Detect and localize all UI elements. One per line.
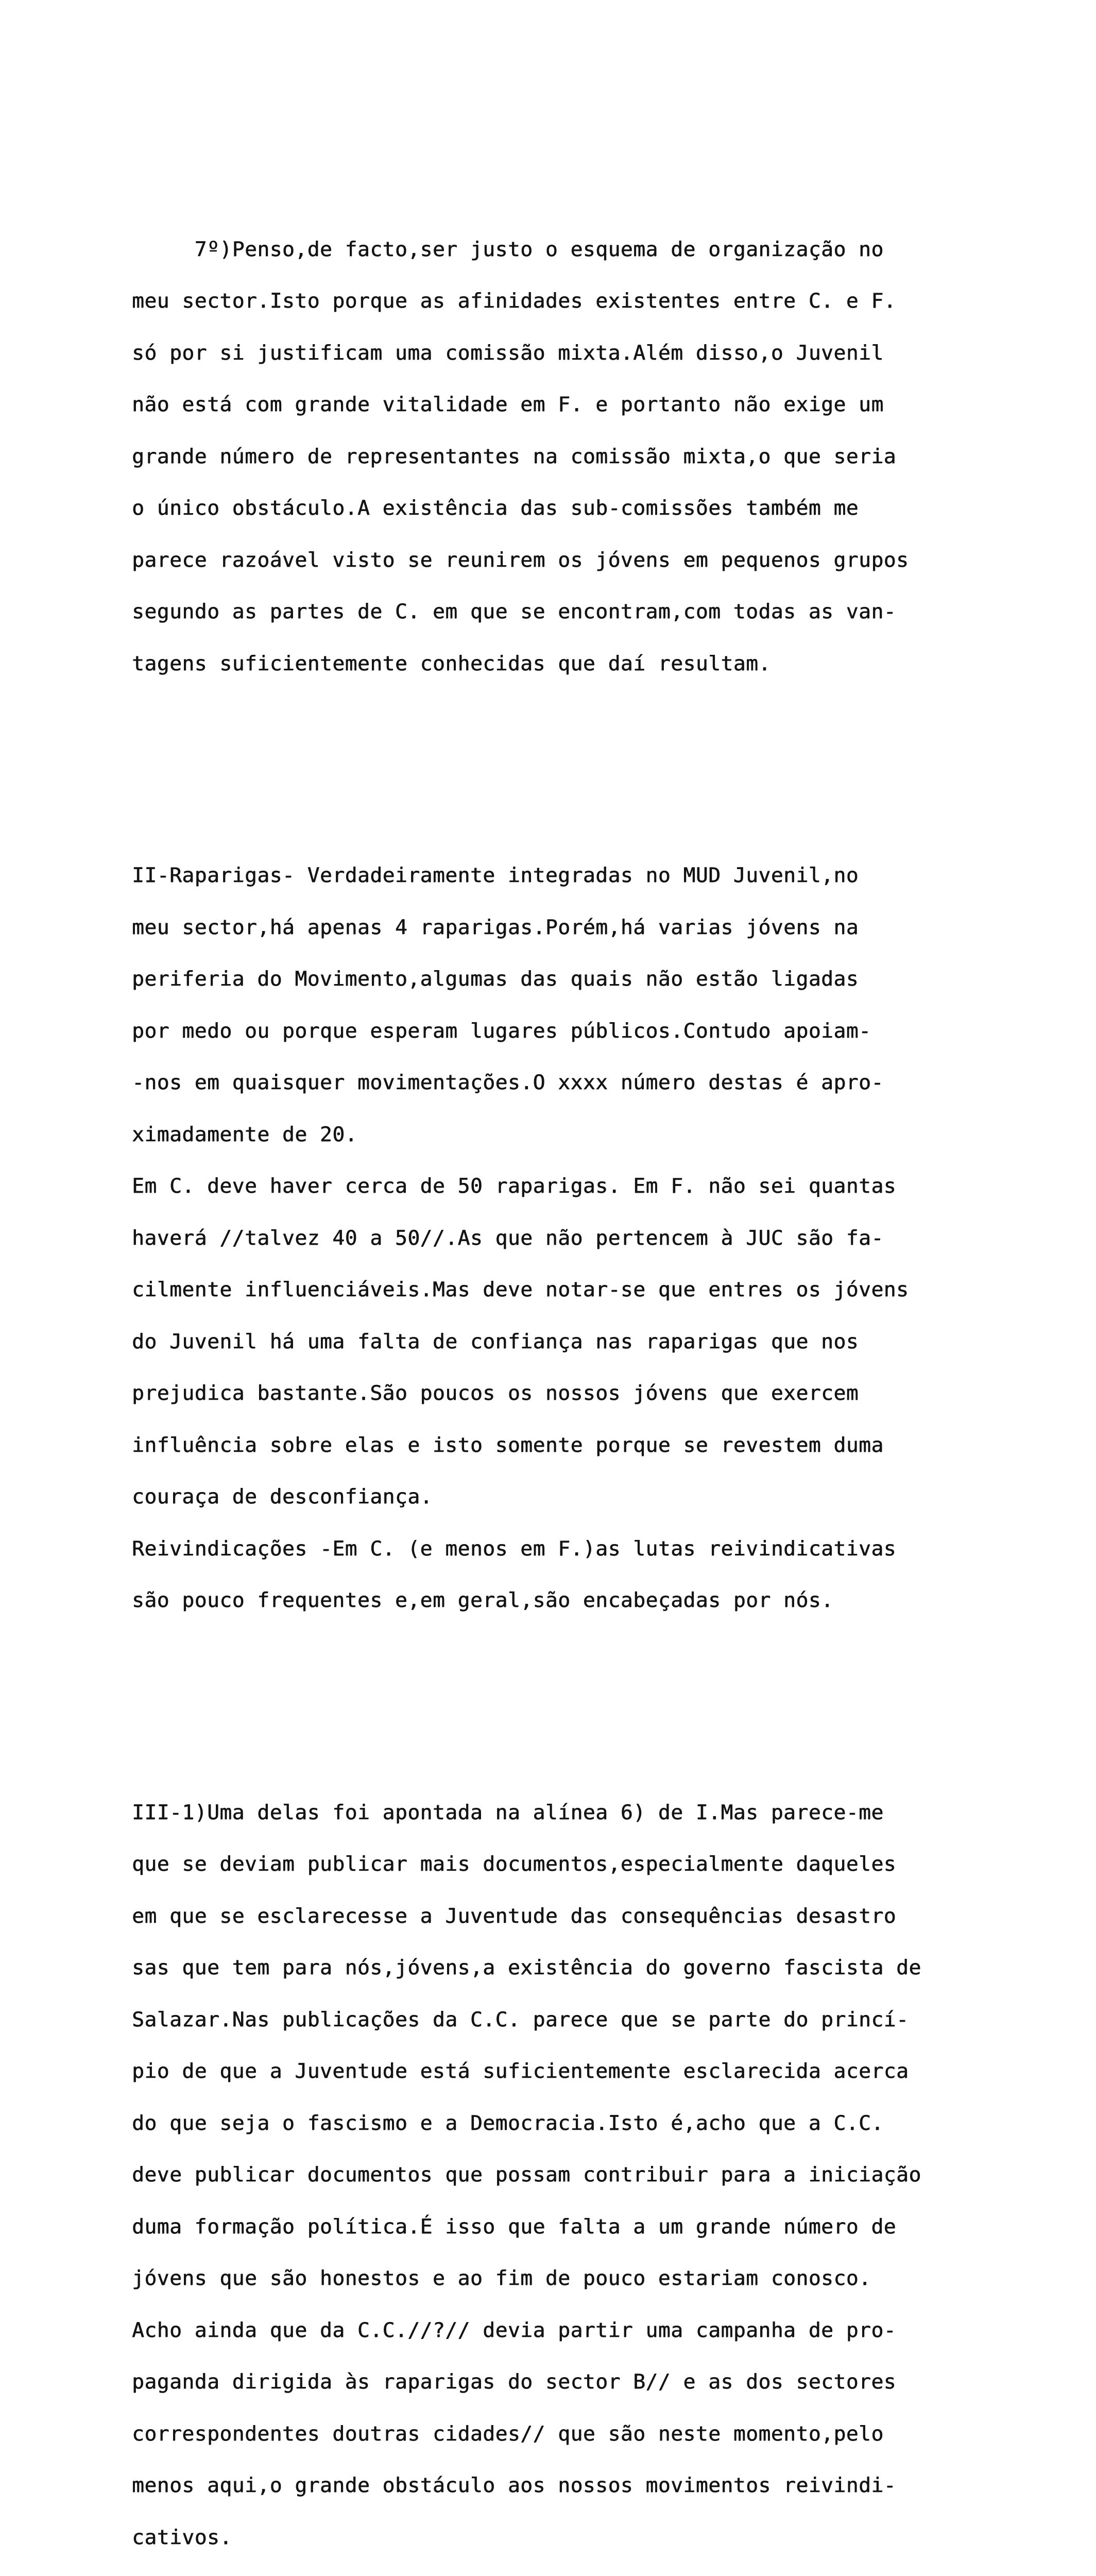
text-line: só por si justificam uma comissão mixta.Além disso,o Juvenil	[132, 345, 1028, 362]
text-line: pio de que a Juventude está suficientemente esclarecida acerca	[132, 2063, 1028, 2080]
paragraph-organization	[132, 207, 1028, 707]
text-line: do Juvenil há uma falta de confiança nas raparigas que nos	[132, 1333, 1028, 1351]
paragraph-gap	[132, 1696, 1028, 1718]
text-line: jóvens que são honestos e ao fim de pouco estariam conosco.	[132, 2270, 1028, 2287]
paragraph-gap	[132, 759, 1028, 781]
text-line: prejudica bastante.São poucos os nossos jóvens que exercem	[132, 1385, 1028, 1402]
text-line: cilmente influenciáveis.Mas deve notar-se que entres os jóvens	[132, 1281, 1028, 1299]
text-line: ximadamente de 20.	[132, 1126, 1028, 1144]
text-line: o único obstáculo.A existência das sub-comissões também me	[132, 500, 1028, 517]
text-line: que se deviam publicar mais documentos,especialmente daqueles	[132, 1856, 1028, 1873]
text-line: II-Raparigas- Verdadeiramente integradas no MUD Juvenil,no	[132, 867, 1028, 885]
text-line: menos aqui,o grande obstáculo aos nossos movimentos reivindi-	[132, 2477, 1028, 2495]
text-line: meu sector,há apenas 4 raparigas.Porém,há varias jóvens na	[132, 919, 1028, 937]
text-line: sas que tem para nós,jóvens,a existência do governo fascista de	[132, 1959, 1028, 1977]
text-line: tagens suficientemente conhecidas que daí resultam.	[132, 655, 1028, 673]
text-line: III-1)Uma delas foi apontada na alínea 6) de I.Mas parece-me	[132, 1804, 1028, 1822]
text-line: deve publicar documentos que possam contribuir para a iniciação	[132, 2166, 1028, 2184]
paragraph-section-three	[132, 1770, 1028, 2576]
text-line: Acho ainda que da C.C.//?// devia partir uma campanha de pro-	[132, 2322, 1028, 2340]
text-line: haverá //talvez 40 a 50//.As que não pertencem à JUC são fa-	[132, 1230, 1028, 1247]
text-line: -nos em quaisquer movimentações.O xxxx número destas é apro-	[132, 1074, 1028, 1092]
text-line: Salazar.Nas publicações da C.C. parece que se parte do princí-	[132, 2011, 1028, 2029]
typed-text-body	[132, 155, 1028, 2576]
text-line: grande número de representantes na comissão mixta,o que seria	[132, 448, 1028, 466]
text-line: segundo as partes de C. em que se encontram,com todas as van-	[132, 603, 1028, 621]
text-line: por medo ou porque esperam lugares públicos.Contudo apoiam-	[132, 1023, 1028, 1040]
paragraph-raparigas	[132, 833, 1028, 1644]
text-line: periferia do Movimento,algumas das quais não estão ligadas	[132, 971, 1028, 988]
text-line: são pouco frequentes e,em geral,são encabeçadas por nós.	[132, 1592, 1028, 1609]
text-line: 7º)Penso,de facto,ser justo o esquema de organização no	[132, 241, 1028, 259]
text-line: meu sector.Isto porque as afinidades existentes entre C. e F.	[132, 293, 1028, 310]
text-line: Reivindicações -Em C. (e menos em F.)as lutas reivindicativas	[132, 1540, 1028, 1558]
text-line: cativos.	[132, 2529, 1028, 2547]
text-line: Em C. deve haver cerca de 50 raparigas. Em F. não sei quantas	[132, 1178, 1028, 1195]
text-line: paganda dirigida às raparigas do sector B// e as dos sectores	[132, 2374, 1028, 2391]
text-line: couraça de desconfiança.	[132, 1488, 1028, 1506]
text-line: parece razoável visto se reunirem os jóvens em pequenos grupos	[132, 552, 1028, 569]
text-line: influência sobre elas e isto somente porque se revestem duma	[132, 1437, 1028, 1454]
text-line: em que se esclarecesse a Juventude das consequências desastro	[132, 1908, 1028, 1925]
text-line: correspondentes doutras cidades// que são neste momento,pelo	[132, 2426, 1028, 2443]
text-line: do que seja o fascismo e a Democracia.Isto é,acho que a C.C.	[132, 2115, 1028, 2132]
text-line: não está com grande vitalidade em F. e portanto não exige um	[132, 396, 1028, 414]
text-line: duma formação política.É isso que falta a um grande número de	[132, 2218, 1028, 2236]
